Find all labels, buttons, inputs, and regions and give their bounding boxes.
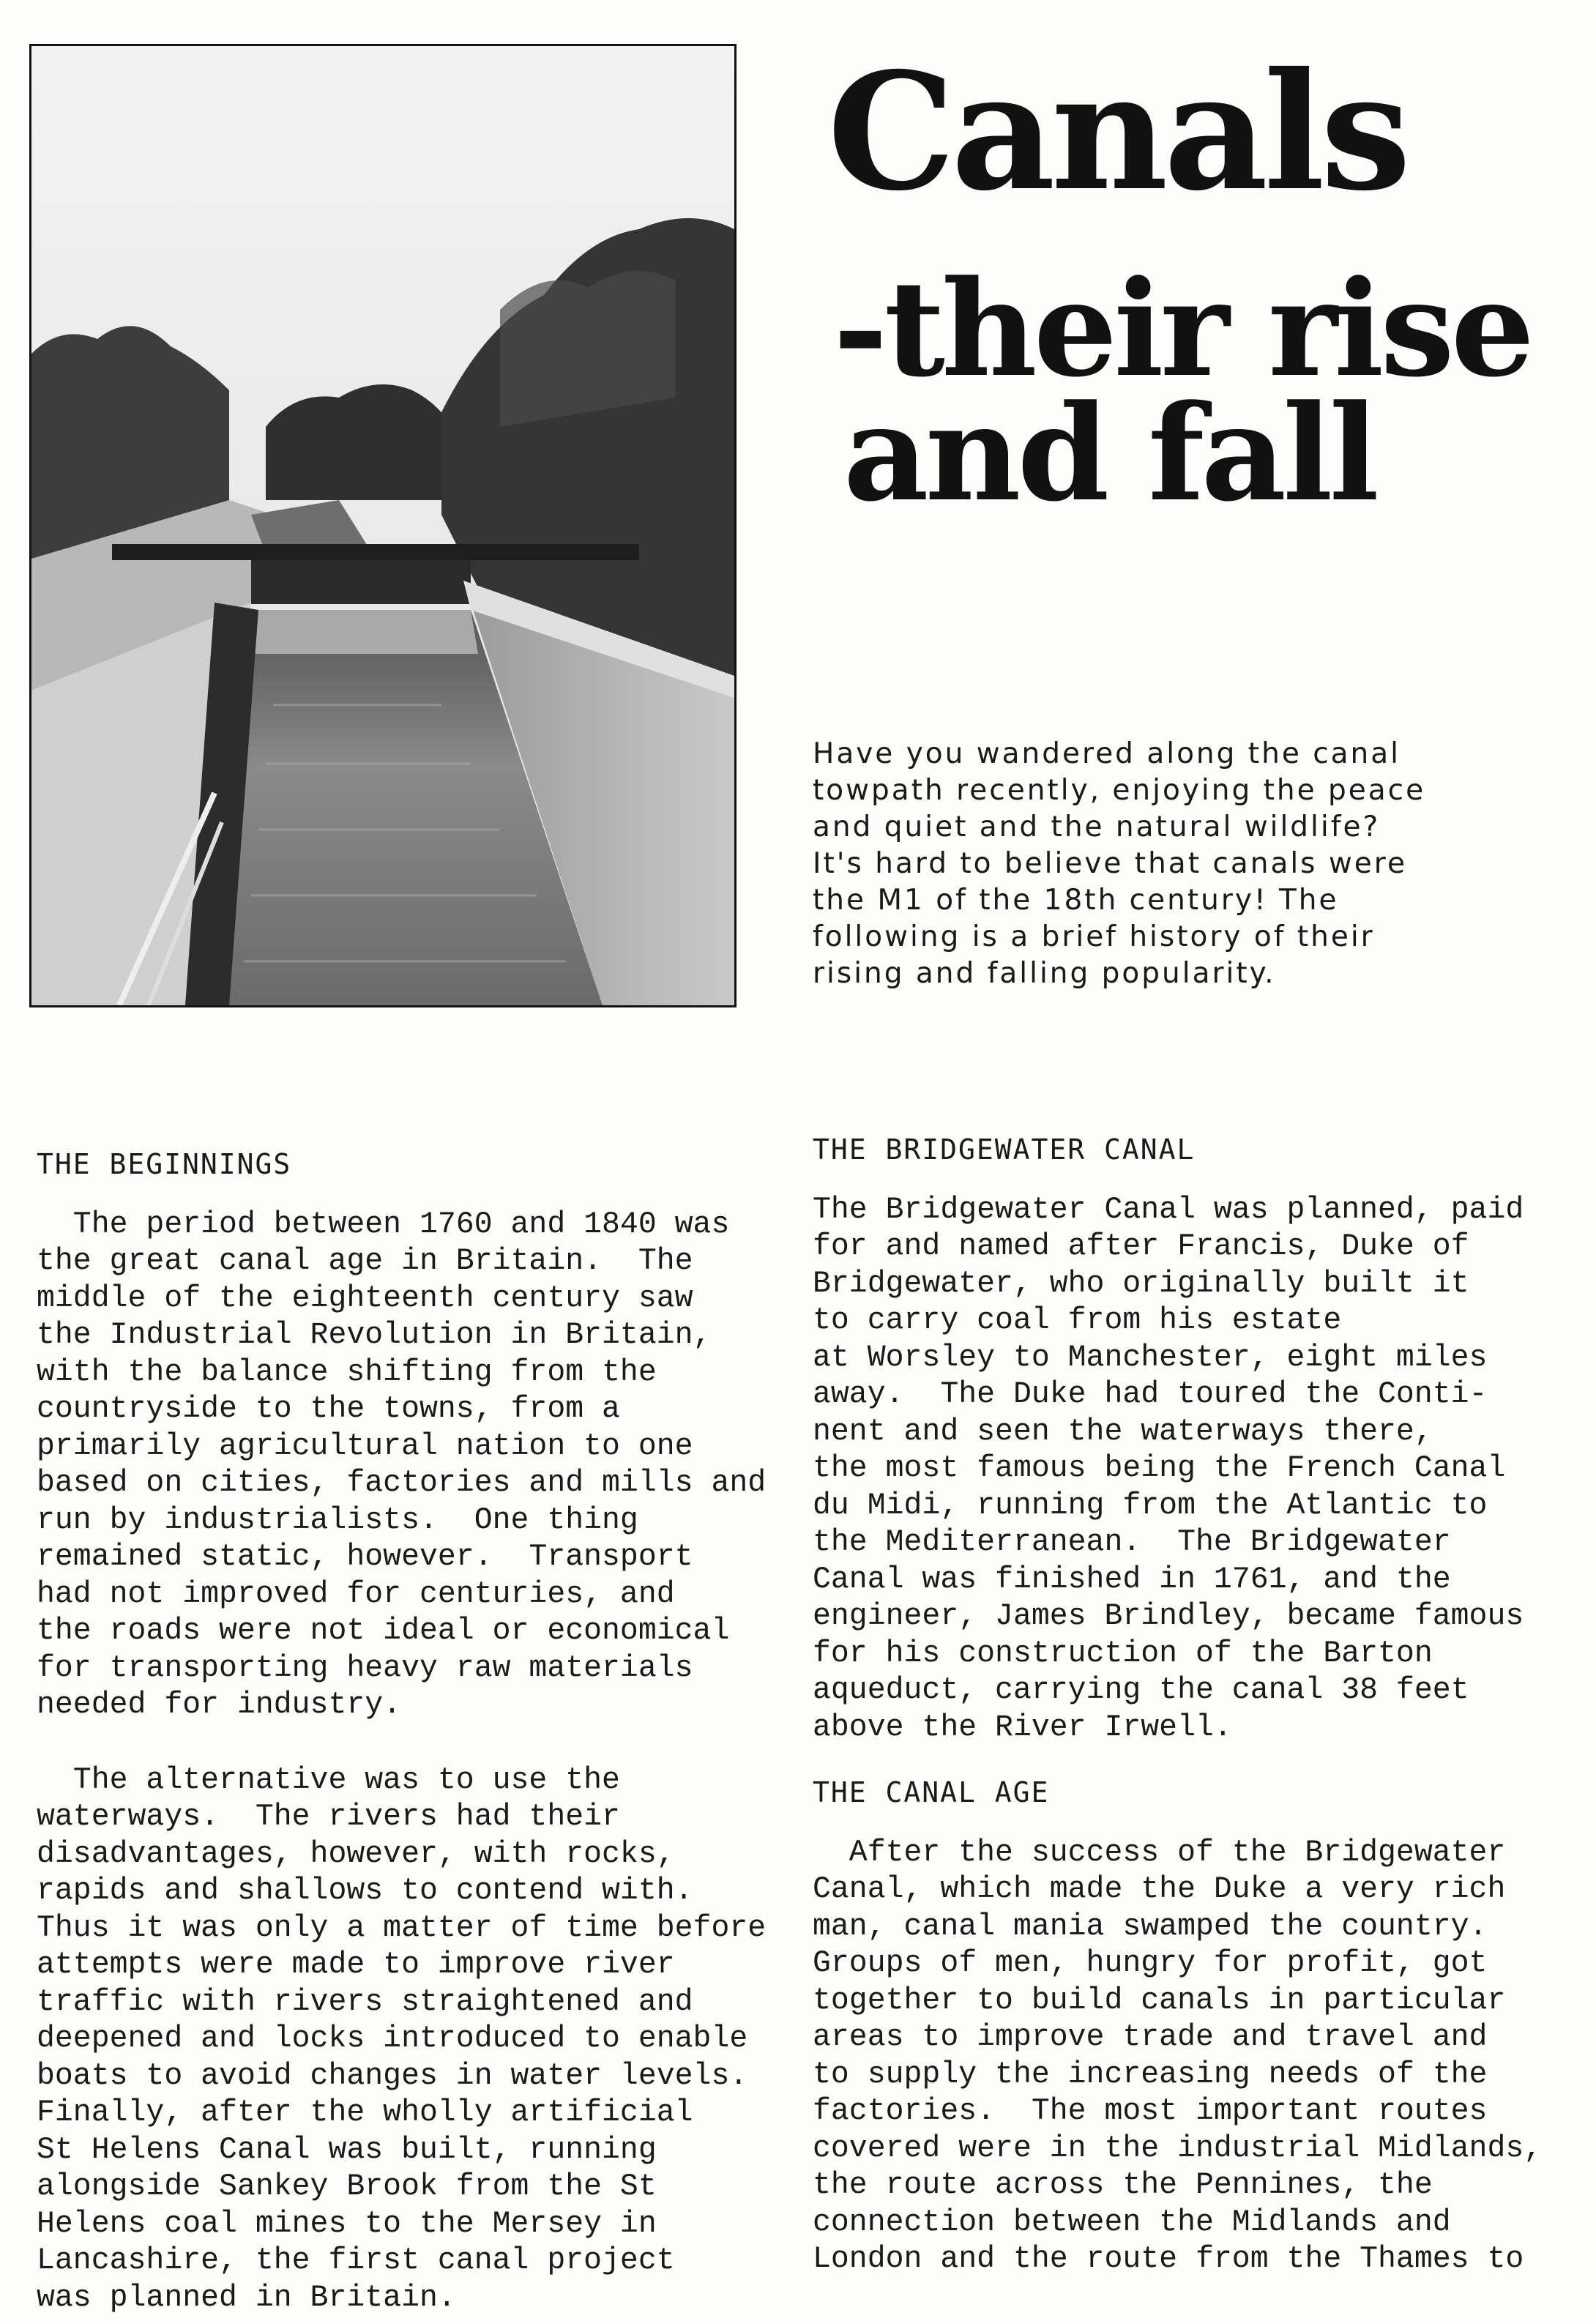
text-line: primarily agricultural nation to one — [37, 1428, 693, 1464]
intro-paragraph — [813, 736, 1559, 992]
text-line: Canal was finished in 1761, and the — [813, 1562, 1451, 1597]
text-line: had not improved for centuries, and — [37, 1576, 675, 1612]
beginnings-paragraph-1 — [37, 1207, 776, 1724]
text-line: for transporting heavy raw materials — [37, 1650, 693, 1685]
text-line: the route across the Pennines, the — [813, 2168, 1433, 2202]
intro-line: towpath recently, enjoying the peace — [813, 774, 1426, 807]
text-line: above the River Irwell. — [813, 1710, 1232, 1745]
text-line: the Mediterranean. The Bridgewater — [813, 1525, 1451, 1560]
text-line: the great canal age in Britain. The — [37, 1244, 693, 1278]
canal-age-paragraph — [813, 1835, 1567, 2279]
text-line: disadvantages, however, with rocks, — [37, 1836, 675, 1871]
text-line: the most famous being the French Canal — [813, 1451, 1506, 1486]
intro-line: It's hard to believe that canals were — [813, 847, 1407, 880]
text-line: Bridgewater, who originally built it — [813, 1266, 1469, 1301]
section-heading-bridgewater: THE BRIDGEWATER CANAL — [813, 1133, 1196, 1166]
text-line: alongside Sankey Brook from the St — [37, 2169, 657, 2204]
canal-lock-photo-icon — [31, 46, 734, 1005]
text-line: attempts were made to improve river — [37, 1948, 675, 1982]
text-line: After the success of the Bridgewater — [813, 1835, 1506, 1870]
text-line: covered were in the industrial Midlands, — [813, 2131, 1543, 2166]
text-line: areas to improve trade and travel and — [813, 2020, 1488, 2054]
intro-line: and quiet and the natural wildlife? — [813, 811, 1381, 843]
text-line: for and named after Francis, Duke of — [813, 1229, 1469, 1264]
intro-line: Have you wandered along the canal — [813, 737, 1401, 770]
intro-line: following is a brief history of their — [813, 920, 1375, 953]
article-subtitle-line-2: and fall — [843, 376, 1376, 531]
text-line: middle of the eighteenth century saw — [37, 1281, 693, 1316]
right-column — [813, 1131, 1567, 2279]
intro-line: the M1 of the 18th century! The — [813, 884, 1339, 917]
text-line: nent and seen the waterways there, — [813, 1414, 1433, 1449]
text-line: deepened and locks introduced to enable — [37, 2022, 748, 2056]
text-line: Lancashire, the first canal project — [37, 2243, 675, 2278]
text-line: aqueduct, carrying the canal 38 feet — [813, 1673, 1469, 1707]
text-line: St Helens Canal was built, running — [37, 2132, 657, 2167]
text-line: London and the route from the Thames to — [813, 2242, 1524, 2276]
text-line: waterways. The rivers had their — [37, 1800, 620, 1834]
text-line: The period between 1760 and 1840 was — [37, 1207, 730, 1242]
text-line: based on cities, factories and mills and — [37, 1466, 767, 1500]
text-line: traffic with rivers straightened and — [37, 1984, 693, 2019]
text-line: together to build canals in particular — [813, 1983, 1506, 2018]
text-line: remained static, however. Transport — [37, 1540, 693, 1574]
text-line: Canal, which made the Duke a very rich — [813, 1872, 1506, 1907]
article-title: Canals — [827, 37, 1407, 226]
text-line: for his construction of the Barton — [813, 1636, 1433, 1671]
text-line: Groups of men, hungry for profit, got — [813, 1946, 1488, 1981]
text-line: The Bridgewater Canal was planned, paid — [813, 1192, 1524, 1227]
left-column — [37, 1146, 776, 2317]
text-line: boats to avoid changes in water levels. — [37, 2058, 748, 2093]
text-line: engineer, James Brindley, became famous — [813, 1599, 1524, 1633]
text-line: at Worsley to Manchester, eight miles — [813, 1340, 1488, 1375]
article-subtitle-line-1: -their rise — [833, 252, 1532, 406]
text-line: connection between the Midlands and — [813, 2205, 1451, 2240]
text-line: needed for industry. — [37, 1688, 402, 1722]
text-line: to supply the increasing needs of the — [813, 2057, 1488, 2092]
text-line: the Industrial Revolution in Britain, — [37, 1318, 712, 1352]
text-line: The alternative was to use the — [37, 1762, 620, 1797]
text-line: Helens coal mines to the Mersey in — [37, 2206, 657, 2241]
bridgewater-paragraph — [813, 1192, 1567, 1747]
text-line: with the balance shifting from the — [37, 1355, 657, 1390]
text-line: Finally, after the wholly artificial — [37, 2095, 693, 2130]
text-line: away. The Duke had toured the Conti- — [813, 1377, 1488, 1412]
section-heading-beginnings: THE BEGINNINGS — [37, 1148, 292, 1180]
text-line: rapids and shallows to contend with. — [37, 1874, 693, 1908]
text-line: countryside to the towns, from a — [37, 1392, 620, 1426]
text-line: to carry coal from his estate — [813, 1303, 1342, 1338]
text-line: man, canal mania swamped the country. — [813, 1909, 1488, 1944]
text-line: du Midi, running from the Atlantic to — [813, 1488, 1488, 1523]
canal-lock-photo — [29, 44, 737, 1007]
text-line: Thus it was only a matter of time before — [37, 1910, 767, 1945]
beginnings-paragraph-2 — [37, 1762, 776, 2317]
text-line: the roads were not ideal or economical — [37, 1614, 730, 1648]
text-line: was planned in Britain. — [37, 2280, 456, 2315]
text-line: factories. The most important routes — [813, 2094, 1488, 2128]
text-line: run by industrialists. One thing — [37, 1502, 638, 1538]
section-heading-canal-age: THE CANAL AGE — [813, 1776, 1050, 1808]
intro-line: rising and falling popularity. — [813, 957, 1276, 990]
